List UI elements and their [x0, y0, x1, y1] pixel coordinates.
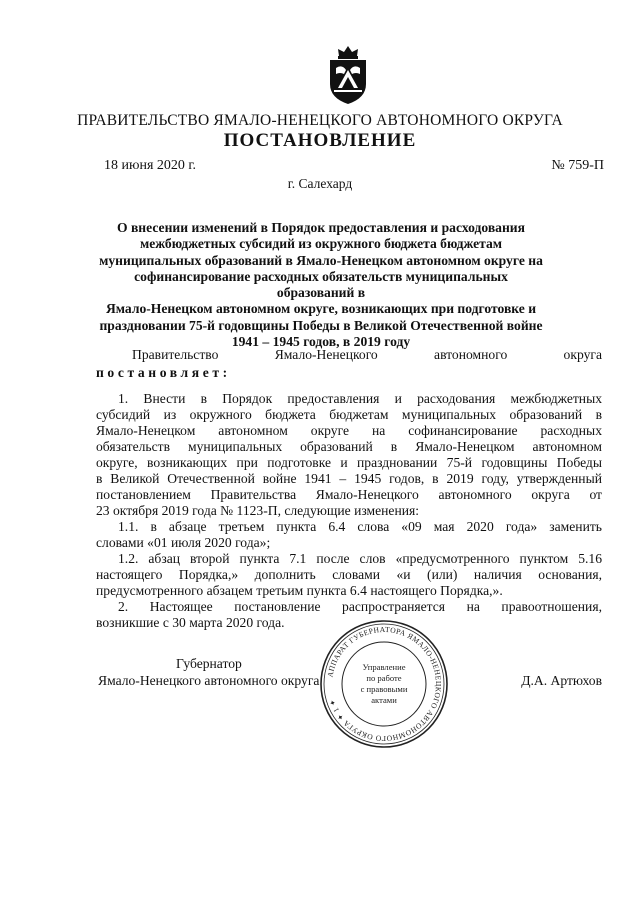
para1-line: в Великой Отечественной войне 1941 – 1945 годов, в 2019 году, утвержденный	[96, 471, 602, 486]
para1-line: субсидий из окружного бюджета бюджетам муниципальных образований в	[96, 407, 602, 422]
para1-line: постановлением Правительства Ямало-Ненецкого автономного округа от	[96, 487, 602, 502]
signer-title: Губернатор	[176, 656, 242, 671]
item11-line: 1.1. в абзаце третьем пункта 6.4 слова «09 мая 2020 года» заменить	[118, 519, 602, 534]
item12-line: настоящего Порядка,» дополнить словами «и (или) наличия основания,	[96, 567, 602, 582]
title-line: праздновании 75-й годовщины Победы в Великой Отечественной войне	[99, 317, 543, 333]
para1-line: 23 октября 2019 года № 1123-П, следующие изменения:	[96, 503, 420, 518]
svg-text:актами: актами	[371, 695, 397, 705]
document-city: г. Салехард	[287, 176, 353, 191]
item12-line: 1.2. абзац второй пункта 7.1 после слов «предусмотренного пунктом 5.16	[118, 551, 602, 566]
para1-line: 1. Внести в Порядок предоставления и расходования межбюджетных	[118, 391, 602, 406]
document-title	[96, 220, 546, 350]
title-line: софинансирование расходных обязательств муниципальных образований в	[134, 268, 508, 301]
signer-name: Д.А. Артюхов	[521, 673, 602, 688]
document-number: № 759-П	[551, 158, 604, 173]
item11-line: словами «01 июля 2020 года»;	[96, 535, 271, 550]
title-line: муниципальных образований в Ямало-Ненецком автономном округе на	[99, 252, 543, 268]
title-line: О внесении изменений в Порядок предоставления и расходования	[116, 220, 525, 235]
government-name: ПРАВИТЕЛЬСТВО ЯМАЛО-НЕНЕЦКОГО АВТОНОМНОГО ОКРУГА	[77, 112, 563, 129]
para1-line: Ямало-Ненецком автономном округе на софинансирование расходных	[96, 423, 602, 438]
title-line: межбюджетных субсидий из окружного бюджета бюджетам	[139, 236, 503, 252]
preamble-decree: постановляет:	[96, 365, 231, 380]
svg-text:АППАРАТ ГУБЕРНАТОРА ЯМАЛО-НЕНЕ: АППАРАТ ГУБЕРНАТОРА ЯМАЛО-НЕНЕЦКОГО АВТОНОМНОГО ОКРУГА ✦ 1 ✦	[325, 624, 444, 744]
para1-line: обязательств муниципальных образований в Ямало-Ненецком автономном	[96, 439, 602, 454]
para2-line: возникшие с 30 марта 2020 года.	[96, 615, 285, 630]
document-date: 18 июня 2020 г.	[104, 158, 197, 173]
svg-text:по работе: по работе	[366, 673, 402, 683]
svg-text:с правовыми: с правовыми	[360, 684, 408, 694]
title-line: 1941 – 1945 годов, в 2019 году	[231, 334, 411, 350]
document-type: ПОСТАНОВЛЕНИЕ	[223, 130, 417, 151]
preamble-line: Правительство Ямало-Ненецкого автономного округа	[132, 347, 602, 362]
signer-region: Ямало-Ненецкого автономного округа	[98, 673, 320, 688]
title-line: Ямало-Ненецком автономном округе, возникающих при подготовке и	[105, 301, 537, 317]
official-seal-stamp	[318, 618, 450, 750]
svg-text:Управление: Управление	[362, 662, 406, 672]
item12-line: предусмотренного абзацем третьим пункта 6.4 настоящего Порядка,».	[96, 583, 503, 598]
para2-line: 2. Настоящее постановление распространяется на правоотношения,	[118, 599, 602, 614]
coat-of-arms-icon	[324, 44, 372, 106]
para1-line: округе, возникающих при подготовке и праздновании 75-й годовщины Победы	[96, 455, 602, 470]
